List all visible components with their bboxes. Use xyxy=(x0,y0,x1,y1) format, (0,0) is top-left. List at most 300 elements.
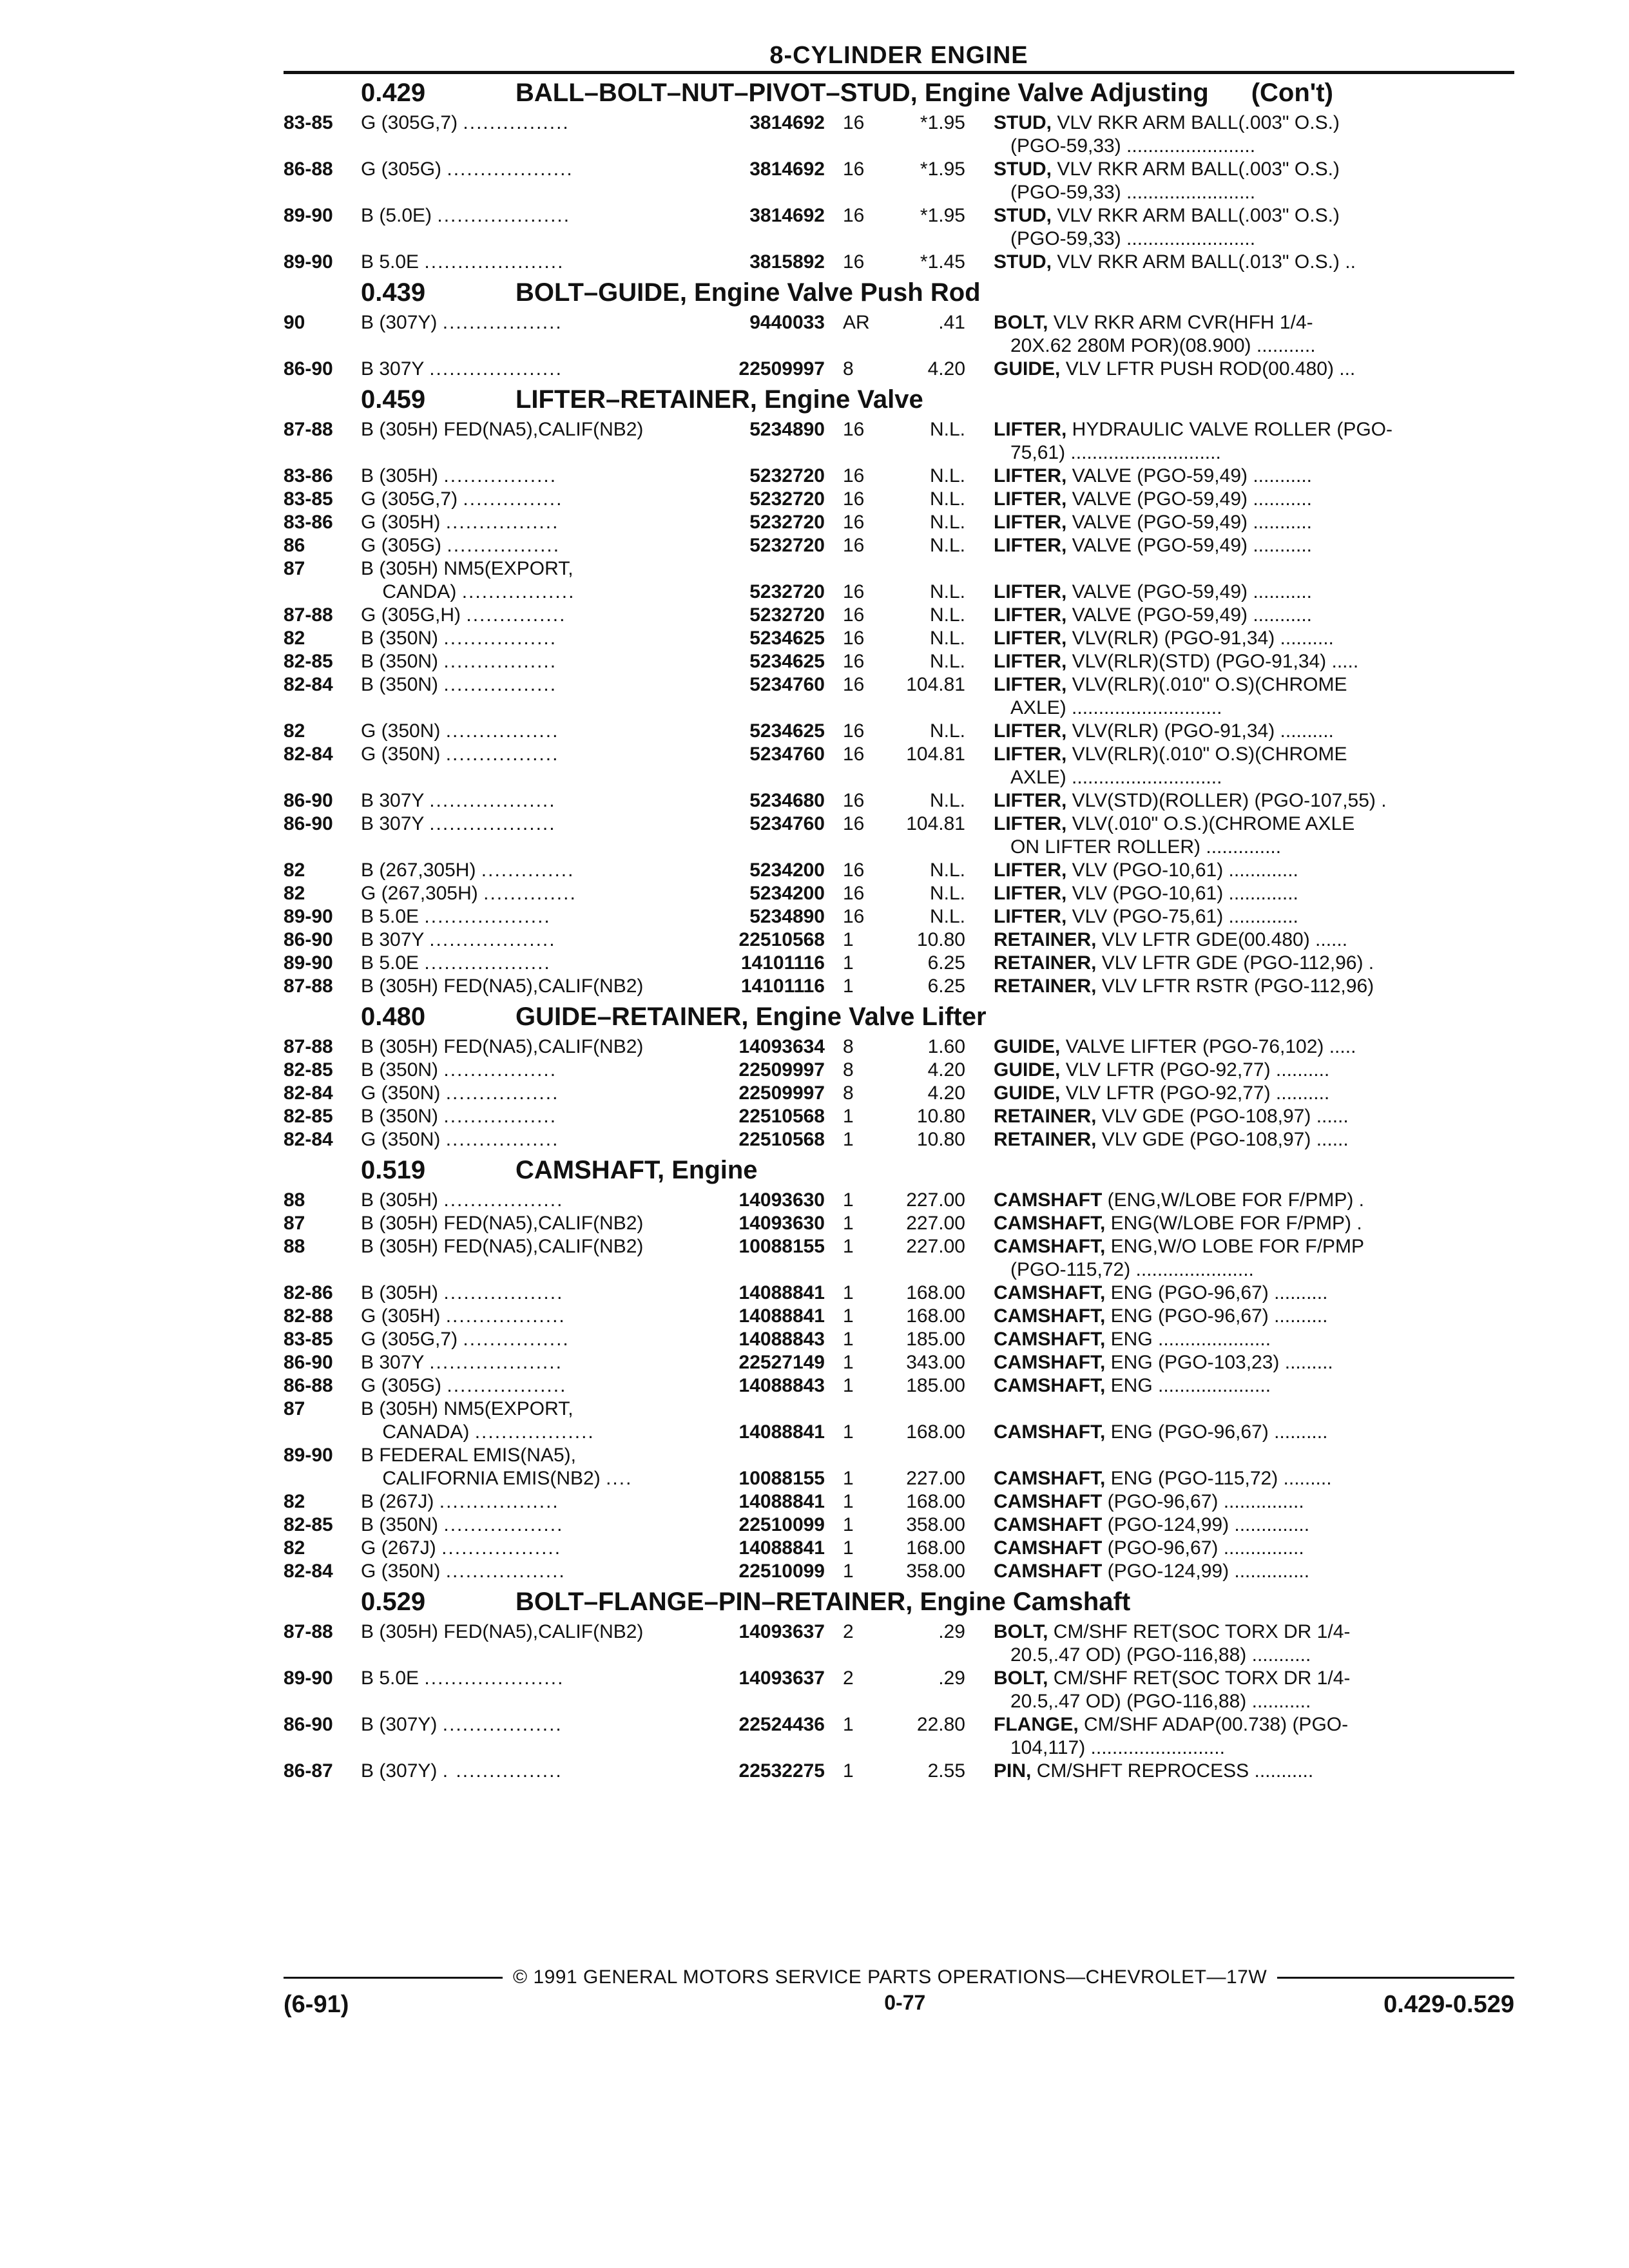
part-number xyxy=(717,1736,836,1760)
part-number: 5232720 xyxy=(749,535,825,556)
description xyxy=(965,135,1514,158)
price: 185.00 xyxy=(906,1375,965,1396)
section-number: 0.459 xyxy=(361,385,426,414)
model-years: 89-90 xyxy=(284,952,333,974)
description-name: LIFTER, xyxy=(994,813,1067,834)
price: N.L. xyxy=(929,860,965,881)
quantity: 16 xyxy=(843,604,865,626)
application xyxy=(361,882,717,905)
part-number: 5234200 xyxy=(749,860,825,881)
quantity: 1 xyxy=(843,975,854,997)
application xyxy=(361,581,717,604)
application xyxy=(361,650,717,673)
description-name: RETAINER, xyxy=(994,1106,1097,1127)
application xyxy=(361,251,717,274)
application xyxy=(361,1282,717,1305)
model-years: 87 xyxy=(284,1398,305,1419)
application xyxy=(361,1059,717,1082)
application-text: B 5.0E xyxy=(361,251,419,273)
model-years: 87 xyxy=(284,1213,305,1234)
description-text: 104,117) ......................... xyxy=(1010,1737,1225,1758)
description xyxy=(965,1421,1514,1444)
model-years: 86-90 xyxy=(284,790,333,811)
application xyxy=(361,836,717,859)
description-text: VLV(RLR)(.010" O.S)(CHROME xyxy=(1066,674,1347,695)
quantity: 1 xyxy=(843,1282,854,1303)
quantity xyxy=(836,1690,888,1713)
application-text: B (307Y) xyxy=(361,1714,438,1735)
model-years: 82-88 xyxy=(284,1305,333,1327)
application-text: G (350N) xyxy=(361,1082,441,1104)
leader-dots: .................. xyxy=(445,1561,566,1582)
part-number: 5234890 xyxy=(749,419,825,440)
description-text: ENG (PGO-103,23) ......... xyxy=(1105,1352,1333,1373)
table-row xyxy=(284,358,1514,381)
application-text: B (267J) xyxy=(361,1491,434,1512)
description-name: BOLT, xyxy=(994,1621,1048,1642)
price: 22.80 xyxy=(916,1714,965,1735)
description-name: LIFTER, xyxy=(994,628,1067,649)
section-title xyxy=(284,74,1514,111)
section-heading: CAMSHAFT, Engine xyxy=(516,1156,758,1184)
application xyxy=(361,789,717,812)
description xyxy=(965,1082,1514,1105)
quantity xyxy=(836,1398,888,1421)
part-number: 5234625 xyxy=(749,720,825,742)
price xyxy=(888,557,965,581)
description xyxy=(965,1035,1514,1059)
quantity xyxy=(836,135,888,158)
price: N.L. xyxy=(929,581,965,602)
application xyxy=(361,1258,717,1282)
description-text: ENG ..................... xyxy=(1105,1329,1271,1350)
description xyxy=(965,975,1514,998)
table-row xyxy=(284,1189,1514,1212)
description-text: VALVE LIFTER (PGO-76,102) ..... xyxy=(1060,1036,1356,1057)
application-text: B (307Y) xyxy=(361,312,438,333)
application xyxy=(361,975,717,998)
application xyxy=(361,465,717,488)
description xyxy=(965,204,1514,227)
application-text: B 5.0E xyxy=(361,906,419,927)
leader-dots: .................. xyxy=(442,312,563,333)
footer-bottom xyxy=(284,1991,1514,2019)
page-header: 8-CYLINDER ENGINE xyxy=(769,42,1028,69)
description-name: STUD, xyxy=(994,112,1052,133)
application xyxy=(361,1667,717,1690)
model-years: 89-90 xyxy=(284,205,333,226)
section-number: 0.439 xyxy=(361,278,426,307)
price xyxy=(888,1444,965,1467)
description xyxy=(965,1235,1514,1258)
description-name: CAMSHAFT xyxy=(994,1491,1103,1512)
leader-dots: ................... xyxy=(424,952,551,974)
description-text: (PGO-96,67) ............... xyxy=(1102,1537,1304,1559)
description-name: RETAINER, xyxy=(994,975,1097,997)
application xyxy=(361,766,717,789)
description-name: FLANGE, xyxy=(994,1714,1079,1735)
description xyxy=(965,766,1514,789)
description-name: BOLT, xyxy=(994,312,1048,333)
leader-dots: . ................ xyxy=(442,1760,563,1782)
application xyxy=(361,1736,717,1760)
price xyxy=(888,836,965,859)
description-text: 20.5,.47 OD) (PGO-116,88) ........... xyxy=(1010,1691,1311,1712)
quantity: 1 xyxy=(843,1375,854,1396)
description-text: VLV RKR ARM BALL(.003" O.S.) xyxy=(1052,112,1340,133)
model-years: 82-84 xyxy=(284,1082,333,1104)
section-number: 0.480 xyxy=(361,1003,426,1031)
description-name: GUIDE, xyxy=(994,1082,1061,1104)
part-number xyxy=(717,1258,836,1282)
description-text: (PGO-59,33) ........................ xyxy=(1010,182,1256,203)
quantity: 16 xyxy=(843,860,865,881)
application xyxy=(361,511,717,534)
application-text: G (350N) xyxy=(361,1129,441,1150)
description-text: VLV(RLR)(.010" O.S)(CHROME xyxy=(1066,744,1347,765)
model-years: 86-90 xyxy=(284,1714,333,1735)
leader-dots: .................. xyxy=(443,1514,564,1535)
quantity: 8 xyxy=(843,1082,854,1104)
price: 2.55 xyxy=(927,1760,965,1782)
description-text: VALVE (PGO-59,49) ........... xyxy=(1066,581,1313,602)
part-number: 22524436 xyxy=(738,1714,825,1735)
table-row xyxy=(284,111,1514,135)
description xyxy=(965,859,1514,882)
table-row xyxy=(284,418,1514,441)
description-text: VLV RKR ARM BALL(.013" O.S.) .. xyxy=(1052,251,1356,273)
part-number: 14101116 xyxy=(740,952,825,974)
description xyxy=(965,604,1514,627)
table-row xyxy=(284,1644,1514,1667)
price: 168.00 xyxy=(906,1491,965,1512)
quantity: 1 xyxy=(843,1352,854,1373)
application-text: B 307Y xyxy=(361,929,424,950)
price xyxy=(888,1398,965,1421)
application-text: B (305H) NM5(EXPORT, xyxy=(361,1398,574,1419)
part-number xyxy=(717,135,836,158)
model-years: 86-90 xyxy=(284,358,333,380)
price: N.L. xyxy=(929,535,965,556)
price: 6.25 xyxy=(927,952,965,974)
quantity xyxy=(836,1258,888,1282)
description-text: VLV RKR ARM CVR(HFH 1/4- xyxy=(1048,312,1313,333)
description-name: CAMSHAFT xyxy=(994,1561,1103,1582)
description-text: ENG (PGO-115,72) ......... xyxy=(1105,1468,1332,1489)
footer-date: (6-91) xyxy=(284,1991,349,2018)
leader-dots: ................. xyxy=(447,535,561,556)
table-row xyxy=(284,604,1514,627)
model-years: 82 xyxy=(284,720,305,742)
application-text: B (305H) FED(NA5),CALIF(NB2) xyxy=(361,975,644,997)
price: 168.00 xyxy=(906,1305,965,1327)
model-years: 82 xyxy=(284,860,305,881)
application xyxy=(361,488,717,511)
part-number xyxy=(717,1644,836,1667)
price: N.L. xyxy=(929,628,965,649)
model-years: 82-86 xyxy=(284,1282,333,1303)
footer-copyright-line xyxy=(284,1966,1514,1988)
description-name: RETAINER, xyxy=(994,952,1097,974)
description-text: (PGO-59,33) ........................ xyxy=(1010,228,1256,249)
description-name: RETAINER, xyxy=(994,1129,1097,1150)
application xyxy=(361,1235,717,1258)
description-text: ENG (PGO-96,67) .......... xyxy=(1105,1282,1328,1303)
table-row xyxy=(284,859,1514,882)
application xyxy=(361,604,717,627)
leader-dots: .................. xyxy=(447,1375,567,1396)
application xyxy=(361,358,717,381)
description-name: LIFTER, xyxy=(994,674,1067,695)
application-text: B (350N) xyxy=(361,1059,439,1081)
price: 358.00 xyxy=(906,1561,965,1582)
price: 168.00 xyxy=(906,1282,965,1303)
model-years: 89-90 xyxy=(284,251,333,273)
application-text: G (305G,7) xyxy=(361,1329,458,1350)
price: N.L. xyxy=(929,651,965,672)
table-row xyxy=(284,743,1514,766)
quantity: 1 xyxy=(843,952,854,974)
price xyxy=(888,766,965,789)
application xyxy=(361,1328,717,1351)
leader-dots: ................. xyxy=(445,744,559,765)
description-name: CAMSHAFT, xyxy=(994,1352,1106,1373)
quantity: 16 xyxy=(843,813,865,834)
application-text: B (305H) xyxy=(361,1189,439,1211)
section-title xyxy=(284,1151,1514,1189)
quantity: 16 xyxy=(843,488,865,510)
table-row xyxy=(284,1374,1514,1398)
table-row xyxy=(284,1667,1514,1690)
part-number xyxy=(717,1690,836,1713)
quantity xyxy=(836,836,888,859)
part-number: 22509997 xyxy=(738,358,825,380)
description-name: LIFTER, xyxy=(994,581,1067,602)
table-row xyxy=(284,1235,1514,1258)
quantity: 16 xyxy=(843,674,865,695)
leader-dots: .................. xyxy=(474,1421,595,1443)
footer-group-range: 0.429-0.529 xyxy=(1383,1991,1514,2018)
leader-dots: ................... xyxy=(429,813,556,834)
quantity: 16 xyxy=(843,251,865,273)
model-years xyxy=(284,181,361,204)
leader-dots: .................. xyxy=(445,1305,566,1327)
application xyxy=(361,812,717,836)
part-number: 3814692 xyxy=(749,112,825,133)
description-name: LIFTER, xyxy=(994,906,1067,927)
price: 104.81 xyxy=(906,744,965,765)
table-row xyxy=(284,836,1514,859)
part-number: 5234200 xyxy=(749,883,825,904)
leader-dots: .................... xyxy=(429,358,563,380)
description xyxy=(965,1105,1514,1128)
application-text: B (305H) FED(NA5),CALIF(NB2) xyxy=(361,1213,644,1234)
application-text: B (350N) xyxy=(361,651,439,672)
description xyxy=(965,511,1514,534)
application xyxy=(361,1620,717,1644)
table-row xyxy=(284,1258,1514,1282)
quantity xyxy=(836,1444,888,1467)
section-heading: GUIDE–RETAINER, Engine Valve Lifter xyxy=(516,1003,987,1031)
model-years: 86-87 xyxy=(284,1760,333,1782)
price: N.L. xyxy=(929,465,965,486)
price: 10.80 xyxy=(916,929,965,950)
table-row xyxy=(284,1713,1514,1736)
price: N.L. xyxy=(929,883,965,904)
description xyxy=(965,534,1514,557)
application xyxy=(361,720,717,743)
description-name: STUD, xyxy=(994,159,1052,180)
description-name: CAMSHAFT, xyxy=(994,1468,1106,1489)
application-text: G (305H) xyxy=(361,512,441,533)
quantity xyxy=(836,1644,888,1667)
quantity: 16 xyxy=(843,419,865,440)
description xyxy=(965,1760,1514,1783)
description xyxy=(965,882,1514,905)
description xyxy=(965,1736,1514,1760)
description xyxy=(965,789,1514,812)
description-text: VLV LFTR (PGO-92,77) .......... xyxy=(1060,1082,1330,1104)
table-row xyxy=(284,158,1514,181)
model-years: 87-88 xyxy=(284,1036,333,1057)
part-number: 14101116 xyxy=(740,975,825,997)
model-years: 82-84 xyxy=(284,744,333,765)
part-number xyxy=(717,181,836,204)
description-text: VLV (PGO-75,61) ............. xyxy=(1066,906,1298,927)
quantity: 8 xyxy=(843,358,854,380)
quantity: 1 xyxy=(843,1714,854,1735)
description-text: CM/SHF ADAP(00.738) (PGO- xyxy=(1078,1714,1349,1735)
description-text: ENG(W/LOBE FOR F/PMP) . xyxy=(1105,1213,1362,1234)
application-text: B (305H) FED(NA5),CALIF(NB2) xyxy=(361,419,644,440)
description-name: CAMSHAFT xyxy=(994,1537,1103,1559)
price: *1.95 xyxy=(920,159,965,180)
description-text: (PGO-96,67) ............... xyxy=(1102,1491,1304,1512)
application xyxy=(361,158,717,181)
model-years: 82-84 xyxy=(284,1561,333,1582)
table-row xyxy=(284,1537,1514,1560)
model-years: 89-90 xyxy=(284,906,333,927)
part-number: 9440033 xyxy=(749,312,825,333)
part-number: 22532275 xyxy=(738,1760,825,1782)
part-number: 3814692 xyxy=(749,205,825,226)
part-number: 22509997 xyxy=(738,1082,825,1104)
table-row xyxy=(284,905,1514,928)
application xyxy=(361,1189,717,1212)
description-text: CM/SHF RET(SOC TORX DR 1/4- xyxy=(1048,1621,1351,1642)
price: 168.00 xyxy=(906,1421,965,1443)
part-number: 14088841 xyxy=(738,1421,825,1443)
description xyxy=(965,1514,1514,1537)
description-text: (ENG,W/LOBE FOR F/PMP) . xyxy=(1102,1189,1364,1211)
description xyxy=(965,111,1514,135)
application-text: B (305H) xyxy=(361,1282,439,1303)
table-row xyxy=(284,812,1514,836)
application-text: B (5.0E) xyxy=(361,205,432,226)
model-years: 82 xyxy=(284,1537,305,1559)
leader-dots: ................. xyxy=(445,1082,559,1104)
table-row xyxy=(284,311,1514,334)
leader-dots: ................... xyxy=(429,929,556,950)
description xyxy=(965,1667,1514,1690)
price xyxy=(888,135,965,158)
section-heading: BALL–BOLT–NUT–PIVOT–STUD, Engine Valve Adjusting xyxy=(516,79,1209,107)
description-text: VLV(RLR) (PGO-91,34) .......... xyxy=(1066,628,1334,649)
table-row xyxy=(284,227,1514,251)
quantity: AR xyxy=(843,312,870,333)
part-number xyxy=(717,227,836,251)
quantity xyxy=(836,1736,888,1760)
application xyxy=(361,1212,717,1235)
model-years: 87-88 xyxy=(284,975,333,997)
description-name: GUIDE, xyxy=(994,1059,1061,1081)
description xyxy=(965,557,1514,581)
leader-dots: .................. xyxy=(443,1282,564,1303)
application-text: G (305G,7) xyxy=(361,488,458,510)
table-row xyxy=(284,334,1514,358)
description-text: VLV GDE (PGO-108,97) ...... xyxy=(1096,1106,1349,1127)
quantity: 16 xyxy=(843,512,865,533)
table-row xyxy=(284,952,1514,975)
price: N.L. xyxy=(929,419,965,440)
leader-dots: .................... xyxy=(437,205,571,226)
description-name: LIFTER, xyxy=(994,883,1067,904)
model-years: 87-88 xyxy=(284,1621,333,1642)
table-row xyxy=(284,975,1514,998)
quantity xyxy=(836,766,888,789)
description-text: ENG (PGO-96,67) .......... xyxy=(1105,1305,1328,1327)
section-heading: BOLT–FLANGE–PIN–RETAINER, Engine Camshaft xyxy=(516,1588,1131,1616)
part-number: 5234760 xyxy=(749,674,825,695)
model-years: 83-86 xyxy=(284,512,333,533)
leader-dots: ................... xyxy=(424,906,551,927)
section-title xyxy=(284,998,1514,1035)
application-text: G (305G,7) xyxy=(361,112,458,133)
part-number: 5234625 xyxy=(749,628,825,649)
section-number: 0.429 xyxy=(361,79,426,107)
model-years: 89-90 xyxy=(284,1667,333,1689)
leader-dots: .................. xyxy=(443,1189,564,1211)
description-text: 75,61) ............................ xyxy=(1010,442,1221,463)
description xyxy=(965,311,1514,334)
section-title xyxy=(284,381,1514,418)
application-text: B (350N) xyxy=(361,1106,439,1127)
description xyxy=(965,1398,1514,1421)
price: .29 xyxy=(938,1667,965,1689)
section-number: 0.519 xyxy=(361,1156,426,1184)
application xyxy=(361,1560,717,1583)
table-row xyxy=(284,1560,1514,1583)
quantity: 1 xyxy=(843,1189,854,1211)
application-text: G (267J) xyxy=(361,1537,436,1559)
description-name: PIN, xyxy=(994,1760,1032,1782)
description xyxy=(965,1444,1514,1467)
model-years xyxy=(284,1467,361,1490)
quantity: 16 xyxy=(843,112,865,133)
price xyxy=(888,334,965,358)
description-name: LIFTER, xyxy=(994,465,1067,486)
description-name: CAMSHAFT xyxy=(994,1514,1103,1535)
description xyxy=(965,905,1514,928)
price: 1.60 xyxy=(927,1036,965,1057)
part-number: 14088841 xyxy=(738,1491,825,1512)
quantity xyxy=(836,697,888,720)
application xyxy=(361,534,717,557)
model-years: 87 xyxy=(284,558,305,579)
table-row xyxy=(284,1082,1514,1105)
part-number: 5234760 xyxy=(749,744,825,765)
application-text: B 5.0E xyxy=(361,1667,419,1689)
